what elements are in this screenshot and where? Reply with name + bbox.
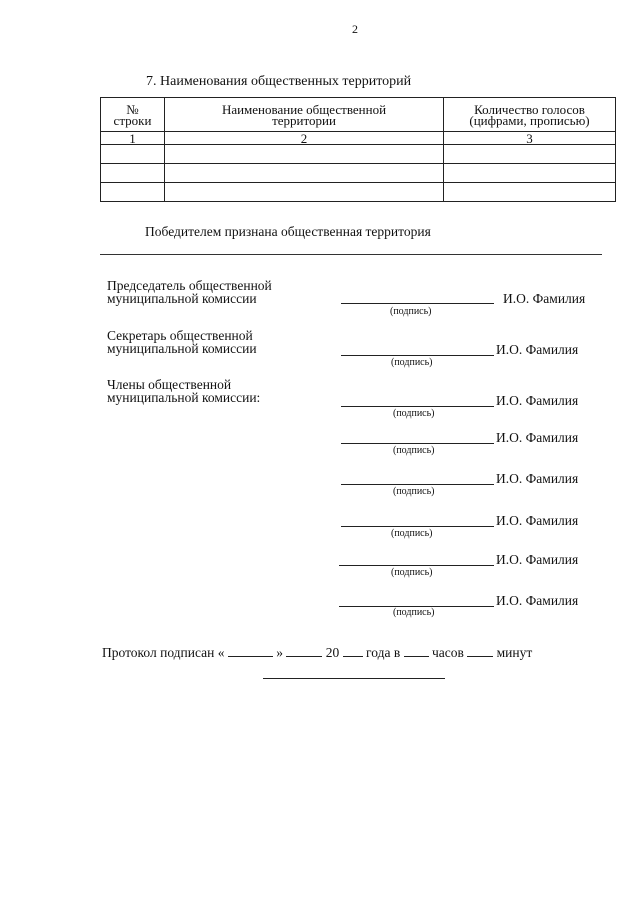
member-signature-line[interactable] <box>341 406 494 407</box>
member-signature-line[interactable] <box>341 526 494 527</box>
column-number: 1 <box>101 132 165 145</box>
minutes-blank[interactable] <box>467 645 493 657</box>
table-cell[interactable] <box>165 164 444 183</box>
table-row <box>101 164 616 183</box>
column-numbers-row <box>101 132 616 145</box>
table-cell[interactable] <box>165 145 444 164</box>
signature-caption: (подпись) <box>393 607 435 618</box>
member-signature-line[interactable] <box>339 565 494 566</box>
chairman-role: Председатель общественной муниципальной комиссии <box>107 278 272 306</box>
secretary-name: И.О. Фамилия <box>496 342 579 357</box>
hours-blank[interactable] <box>404 645 429 657</box>
signature-caption: (подпись) <box>393 486 435 497</box>
secretary-signature-line[interactable] <box>341 355 494 356</box>
chairman-signature-line[interactable] <box>341 303 494 304</box>
page-number: 2 <box>352 22 358 36</box>
member-name: И.О. Фамилия <box>496 471 579 486</box>
member-name: И.О. Фамилия <box>496 393 579 408</box>
bottom-blank-line[interactable] <box>263 678 445 679</box>
table-row <box>101 145 616 164</box>
table-cell[interactable] <box>444 183 616 202</box>
signature-caption: (подпись) <box>393 408 435 419</box>
signature-caption: (подпись) <box>391 357 433 368</box>
member-signature-line[interactable] <box>341 443 494 444</box>
table-row <box>101 183 616 202</box>
table-cell[interactable] <box>101 164 165 183</box>
territories-table <box>100 97 616 202</box>
member-name: И.О. Фамилия <box>496 552 579 567</box>
table-header-row <box>101 98 616 132</box>
signature-caption: (подпись) <box>391 528 433 539</box>
header-territory-name: Наименование общественной территории <box>165 98 444 132</box>
chairman-name: И.О. Фамилия <box>503 291 586 306</box>
member-name: И.О. Фамилия <box>496 513 579 528</box>
signature-caption: (подпись) <box>390 306 432 317</box>
table-cell[interactable] <box>101 145 165 164</box>
member-signature-line[interactable] <box>341 484 494 485</box>
column-number: 3 <box>444 132 616 145</box>
header-votes: Количество голосов (цифрами, прописью) <box>444 98 616 132</box>
winner-label: Победителем признана общественная территория <box>145 224 431 239</box>
section-title: 7. Наименования общественных территорий <box>146 74 412 89</box>
member-name: И.О. Фамилия <box>496 430 579 445</box>
column-number: 2 <box>165 132 444 145</box>
secretary-role: Секретарь общественной муниципальной комиссии <box>107 328 257 356</box>
signature-caption: (подпись) <box>393 445 435 456</box>
day-blank[interactable] <box>228 645 273 657</box>
month-blank[interactable] <box>286 645 322 657</box>
member-name: И.О. Фамилия <box>496 593 579 608</box>
table-cell[interactable] <box>101 183 165 202</box>
winner-blank-line[interactable] <box>100 254 602 255</box>
signature-caption: (подпись) <box>391 567 433 578</box>
year-blank[interactable] <box>343 645 363 657</box>
table-cell[interactable] <box>444 145 616 164</box>
table-cell[interactable] <box>165 183 444 202</box>
table-cell[interactable] <box>444 164 616 183</box>
members-role: Члены общественной муниципальной комиссии: <box>107 377 261 405</box>
protocol-signed-line: Протокол подписан « » 20 года в часов минут <box>102 645 533 660</box>
header-row-number: № строки <box>101 98 165 132</box>
